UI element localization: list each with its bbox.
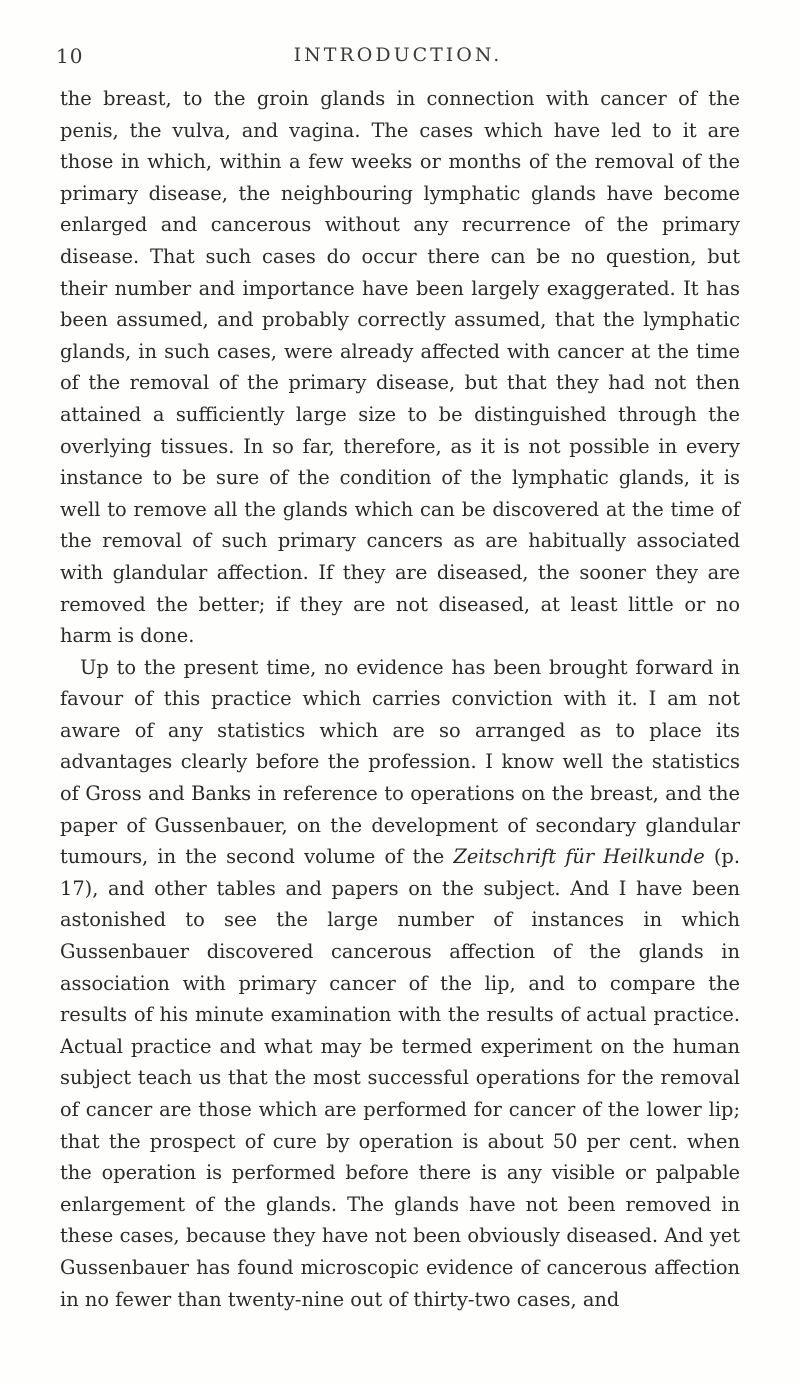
paragraph-text: Up to the present time, no evidence has been brought forward in favour of this practice which carries conviction with it. I am not aware of any statistics which are so arranged as to place its advantages clearly before the profession. I know well the statistics of Gross and Banks in reference to operations on the breast, and the paper of Gussenbauer, on the development of secondary glandular tumours, in the second volume of the	[60, 655, 740, 869]
paragraph-text: (p. 17), and other tables and papers on the subject. And I have been astonished to see the large number of instances in which Gussenbauer discovered cancerous affection of the glands in association with primary cancer of the lip, and to compare the results of his minute examination with the results of actual practice. Actual practice and what may be termed experiment on the human subject teach us that the most successful operations for the removal of cancer are those which are performed for cancer of the lower lip; that the prospect of cure by operation is about 50 per cent. when the operation is performed before there is any visible or palpable enlargement of the glands. The glands have not been removed in these cases, because they have not been obviously diseased. And yet Gussenbauer has found microscopic evidence of cancerous affection in no fewer than twenty-nine out of thirty-two cases, and	[60, 845, 740, 1311]
journal-title: Zeitschrift für Heilkunde	[453, 845, 705, 869]
page-header	[56, 44, 740, 74]
running-head: INTRODUCTION.	[293, 44, 503, 66]
paragraph	[60, 652, 740, 1315]
paragraph: the breast, to the groin glands in connection with cancer of the penis, the vulva, and vagina. The cases which have led to it are those in which, within a few weeks or months of the removal of the primary disease, the neighbouring lymphatic glands have become enlarged and cancerous without any recurrence of the primary disease. That such cases do occur there can be no question, but their number and importance have been largely exaggerated. It has been assumed, and probably correctly assumed, that the lymphatic glands, in such cases, were already affected with cancer at the time of the removal of the primary disease, but that they had not then attained a sufficiently large size to be distinguished through the overlying tissues. In so far, therefore, as it is not possible in every instance to be sure of the condition of the lymphatic glands, it is well to remove all the glands which can be discovered at the time of the removal of such primary cancers as are habitually associated with glandular affection. If they are diseased, the sooner they are removed the better; if they are not diseased, at least little or no harm is done.	[60, 87, 740, 648]
page-number: 10	[56, 44, 84, 68]
body-text	[60, 83, 740, 1315]
